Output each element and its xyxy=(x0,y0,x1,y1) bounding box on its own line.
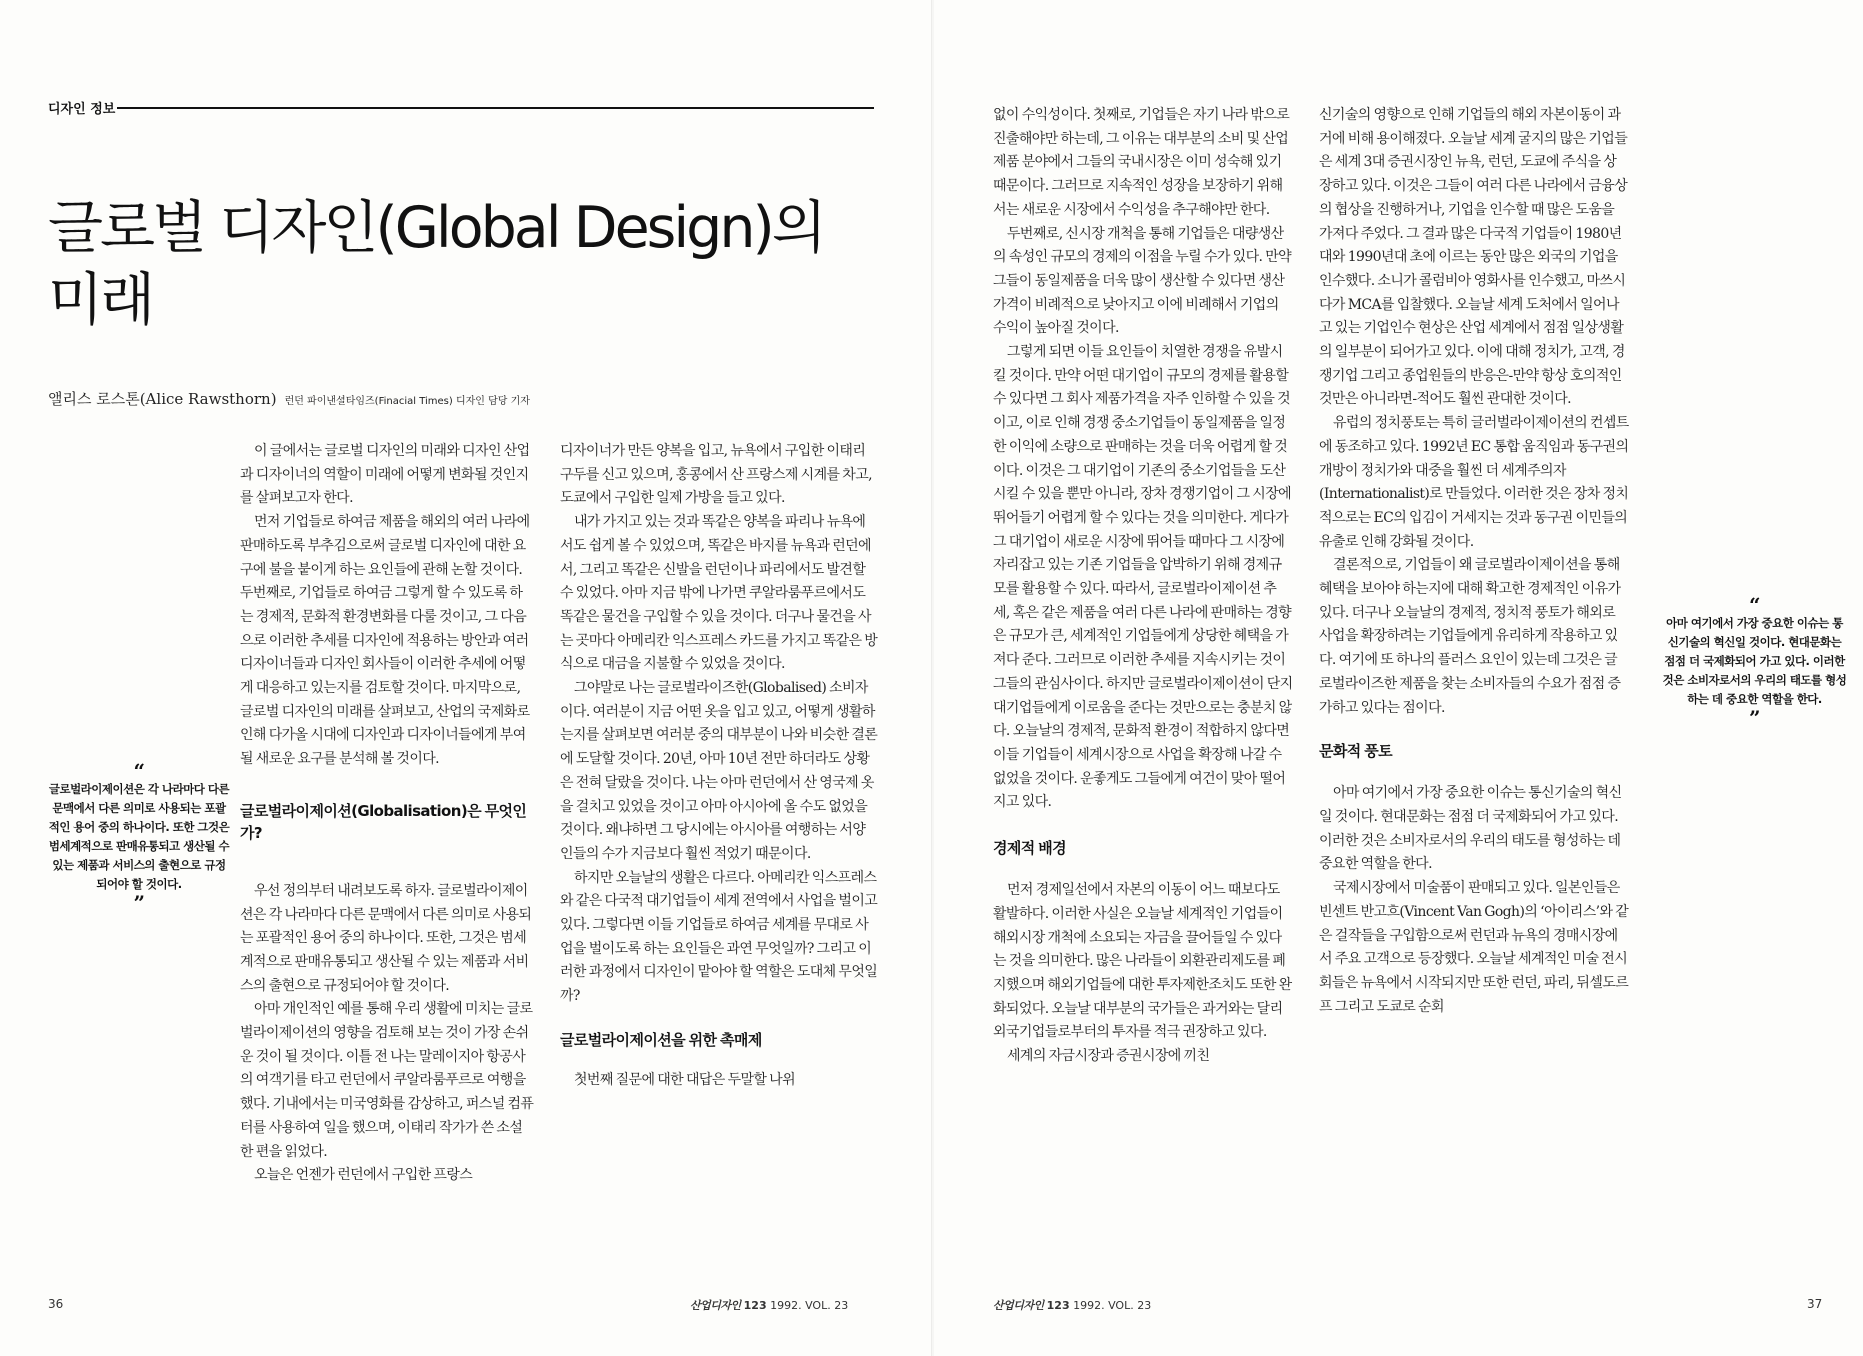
magazine-brand: 산업디자인 xyxy=(690,1299,741,1312)
author-role: 런던 파이낸셜타임즈(Finacial Times) 디자인 담당 기자 xyxy=(284,396,530,407)
paragraph: 결론적으로, 기업들이 왜 글로벌라이제이션을 통해 혜택을 보아야 하는지에 대해 확고한 경제적인 이유가 있다. 더구나 오늘날의 경제적, 정치적 풍토가 해외로 사업을 확장하려는 기업들에게 유리하게 작용하고 있다. 여기에 또 하나의 플러스 요인이 있는데 그것은 글로벌라이즈한 제품을 찾는 소비자들의 수요가 점점 증가하고 있다는 점이다. xyxy=(1319,557,1621,716)
pull-quote-left xyxy=(48,759,230,915)
body-column-2 xyxy=(560,440,878,1093)
magazine-brand: 산업디자인 xyxy=(993,1299,1044,1312)
section-rule xyxy=(117,107,874,109)
footer-left xyxy=(690,1297,848,1313)
footer-right xyxy=(993,1297,1151,1313)
body-column-1 xyxy=(240,440,535,1188)
paragraph: 하지만 오늘날의 생활은 다르다. 아메리칸 익스프레스와 같은 다국적 대기업들이 세계 전역에서 사업을 벌이고 있다. 그렇다면 이들 기업들로 하여금 세계를 무대로 사업을 벌이도록 하는 요인들은 과연 무엇일까? 그리고 이러한 과정에서 디자인이 맡아야 할 역할은 도대체 무엇일까? xyxy=(560,869,878,1005)
paragraph: 우선 정의부터 내려보도록 하자. 글로벌라이제이션은 각 나라마다 다른 문맥에서 다른 의미로 사용되는 포괄적인 용어 중의 하나이다. 또한, 그것은 범세계적으로 판매유통되고 생산될 수 있는 제품과 서비스의 출현으로 규정되어야 할 것이다. xyxy=(240,882,532,994)
paragraph: 없이 수익성이다. 첫째로, 기업들은 자기 나라 밖으로 진출해야만 하는데, 그 이유는 대부분의 소비 및 산업제품 분야에서 그들의 국내시장은 이미 성숙해 있기 때문이다. 그러므로 지속적인 성장을 보장하기 위해서는 새로운 시장에서 수익성을 추구해야만 한다. xyxy=(993,107,1290,218)
article-title xyxy=(48,192,888,336)
byline xyxy=(48,388,530,409)
year-volume: 1992. VOL. 23 xyxy=(770,1299,849,1312)
paragraph: 국제시장에서 미술품이 판매되고 있다. 일본인들은 빈센트 반고흐(Vincent Van Gogh)의 ‘아이리스’와 같은 걸작들을 구입함으로써 런던과 뉴욕의 경매시장에서 주요 고객으로 등장했다. 오늘날 세계적인 미술 전시회들은 뉴욕에서 시작되지만 또한 런던, 파리, 뒤셀도르프 그리고 도쿄로 순회 xyxy=(1319,880,1629,1015)
open-quote-mark: “ xyxy=(133,759,145,783)
subheading: 글로벌라이제이션을 위한 촉매제 xyxy=(560,1030,762,1049)
issue-number: 123 xyxy=(743,1299,767,1312)
title-line-2: 미래 xyxy=(48,267,153,333)
paragraph: 세계의 자금시장과 증권시장에 끼친 xyxy=(1007,1048,1210,1065)
paragraph: 먼저 경제일선에서 자본의 이동이 어느 때보다도 활발하다. 이러한 사실은 오늘날 세계적인 기업들이 해외시장 개척에 소요되는 자금을 끌어들일 수 있다는 것을 의미한다. 많은 나라들이 외환관리제도를 폐지했으며 해외기업들에 대한 투자제한조치도 또한 완화되었다. 오늘날 대부분의 국가들은 과거와는 달리 외국기업들로부터의 투자를 적극 권장하고 있다. xyxy=(993,882,1292,1041)
paragraph: 그야말로 나는 글로벌라이즈한(Globalised) 소비자이다. 여러분이 지금 어떤 옷을 입고 있고, 어떻게 생활하는지를 살펴보면 여러분 중의 대부분이 나와 비슷한 결론에 도달할 것이다. 20년, 아마 10년 전만 하더라도 상황은 전혀 달랐을 것이다. 나는 아마 런던에서 산 영국제 옷을 걸치고 있었을 것이고 아마 아시아에 올 수도 없었을 것이다. 왜냐하면 그 당시에는 아시아를 여행하는 서양인들의 수가 지금보다 훨씬 적었기 때문이다. xyxy=(560,680,878,862)
page-number-right: 37 xyxy=(1807,1297,1823,1311)
close-quote-mark: ” xyxy=(1748,706,1760,730)
paragraph: 첫번째 질문에 대한 대답은 두말할 나위 xyxy=(574,1071,796,1088)
paragraph: 디자이너가 만든 양복을 입고, 뉴욕에서 구입한 이태리 구두를 신고 있으며, 홍콩에서 산 프랑스제 시계를 차고, 도쿄에서 구입한 일제 가방을 들고 있다. xyxy=(560,443,872,507)
subheading: 문화적 풍토 xyxy=(1319,742,1393,761)
paragraph: 이 글에서는 글로벌 디자인의 미래와 디자인 산업과 디자이너의 역할이 미래에 어떻게 변화될 것인지를 살펴보고자 한다. xyxy=(240,443,530,507)
year-volume: 1992. VOL. 23 xyxy=(1073,1299,1152,1312)
right-page xyxy=(934,0,1863,1356)
author-name: 앨리스 로스톤(Alice Rawsthorn) xyxy=(48,390,277,408)
paragraph: 먼저 기업들로 하여금 제품을 해외의 여러 나라에 판매하도록 부추김으로써 글로벌 디자인에 대한 요구에 불을 붙이게 하는 요인들에 관해 논할 것이다. 두번째로, 기업들로 하여금 그렇게 할 수 있도록 하는 경제적, 문화적 환경변화를 다룰 것이고, 그 다음으로 이러한 추세를 디자인에 적용하는 방안과 여러 디자이너들과 디자인 회사들이 이러한 추세에 어떻게 대응하고 있는지를 검토할 것이다. 마지막으로, 글로벌 디자인의 미래를 살펴보고, 산업의 국제화로 인해 다가올 시대에 디자인과 디자이너들에게 부여될 새로운 요구를 분석해 볼 것이다. xyxy=(240,514,530,768)
pull-quote-text: 아마 여기에서 가장 중요한 이슈는 통신기술의 혁신일 것이다. 현대문화는 점점 더 국제화되어 가고 있다. 이러한 것은 소비자로서의 우리의 태도를 형성하는 데 중요한 역할을 한다. xyxy=(1662,616,1847,706)
pull-quote-right xyxy=(1662,593,1847,730)
section-label: 디자인 정보 xyxy=(48,102,116,117)
paragraph: 그렇게 되면 이들 요인들이 치열한 경쟁을 유발시킬 것이다. 만약 어떤 대기업이 규모의 경제를 활용할 수 있다면 그 회사 제품가격을 자주 인하할 수 있을 것이고, 이로 인해 경쟁 중소기업들이 동일제품을 일정한 이익에 소량으로 판매하는 것을 더욱 어렵게 할 것이다. 이것은 그 대기업이 기존의 중소기업들을 도산시킬 수 있을 뿐만 아니라, 장차 경쟁기업이 그 시장에 뛰어들기 어렵게 할 수 있다는 것을 의미한다. 게다가 그 대기업이 새로운 시장에 뛰어들 때마다 그 시장에 자리잡고 있는 기존 기업들을 압박하기 위해 경제규모를 활용할 수 있다. 따라서, 글로벌라이제이션 추세, 혹은 같은 제품을 여러 다른 나라에 판매하는 경향은 규모가 큰, 세계적인 기업들에게 상당한 혜택을 가져다 준다. 그러므로 이러한 추세를 지속시키는 것이 그들의 관심사이다. 하지만 글로벌라이제이션이 단지 대기업들에게 이로움을 준다는 것만으로는 충분치 않다. 오늘날의 경제적, 문화적 환경이 적합하지 않다면 이들 기업들이 세계시장으로 사업을 확장해 나갈 수 없었을 것이다. 운좋게도 그들에게 여건이 맞아 떨어지고 있다. xyxy=(993,344,1293,811)
title-line-1: 글로벌 디자인(Global Design)의 xyxy=(48,195,824,261)
paragraph: 두번째로, 신시장 개척을 통해 기업들은 대량생산의 속성인 규모의 경제의 이점을 누릴 수가 있다. 만약 그들이 동일제품을 더욱 많이 생산할 수 있다면 생산가격이 비례적으로 낮아지고 이에 비례해서 기업의 수익이 높아질 것이다. xyxy=(993,225,1292,337)
body-column-4 xyxy=(1319,104,1629,1019)
paragraph: 내가 가지고 있는 것과 똑같은 양복을 파리나 뉴욕에서도 쉽게 볼 수 있었으며, 똑같은 바지를 뉴욕과 런던에서, 그리고 똑같은 신발을 런던이나 파리에서도 발견할 수 있었다. 아마 지금 밖에 나가면 쿠알라룸푸르에서도 똑같은 물건을 구입할 수 있을 것이다. 더구나 물건을 사는 곳마다 아메리칸 익스프레스 카드를 가지고 똑같은 방식으로 대금을 지불할 수 있었을 것이다. xyxy=(560,514,878,673)
paragraph: 오늘은 언젠가 런던에서 구입한 프랑스 xyxy=(254,1167,473,1184)
pull-quote-text: 글로벌라이제이션은 각 나라마다 다른 문맥에서 다른 의미로 사용되는 포괄적인 용어 중의 하나이다. 또한 그것은 범세계적으로 판매유통되고 생산될 수 있는 제품과 서비스의 출현으로 규정되어야 할 것이다. xyxy=(48,782,230,891)
subheading: 글로벌라이제이션(Globalisation)은 무엇인가? xyxy=(240,801,527,842)
page-number-left: 36 xyxy=(48,1297,64,1311)
body-column-3 xyxy=(993,104,1293,1069)
paragraph: 아마 여기에서 가장 중요한 이슈는 통신기술의 혁신일 것이다. 현대문화는 점점 더 국제화되어 가고 있다. 이러한 것은 소비자로서의 우리의 태도를 형성하는 데 중요한 역할을 한다. xyxy=(1319,785,1622,873)
issue-number: 123 xyxy=(1046,1299,1070,1312)
paragraph: 유럽의 정치풍토는 특히 글러벌라이제이션의 컨셉트에 동조하고 있다. 1992년 EC 통합 움직임과 동구권의 개방이 정치가와 대중을 훨씬 더 세계주의자(Internationalist)로 만들었다. 이러한 것은 장차 정치적으로는 EC의 입김이 거세지는 것과 동구권 이민들의 유출로 인해 강화될 것이다. xyxy=(1319,415,1629,550)
subheading: 경제적 배경 xyxy=(993,839,1067,858)
paragraph: 신기술의 영향으로 인해 기업들의 해외 자본이동이 과거에 비해 용이해졌다. 오늘날 세계 굴지의 많은 기업들은 세계 3대 증권시장인 뉴욕, 런던, 도쿄에 주식을 상장하고 있다. 이것은 그들이 여러 다른 나라에서 금융상의 협상을 진행하거나, 기업을 인수할 때 많은 도움을 가져다 주었다. 그 결과 많은 다국적 기업들이 1980년대와 1990년대 초에 이르는 동안 많은 외국의 기업을 인수했다. 소니가 콜럼비아 영화사를 인수했고, 마쓰시다가 MCA를 입찰했다. 오늘날 세계 도처에서 일어나고 있는 기업인수 현상은 산업 세계에서 점점 일상생활의 일부분이 되어가고 있다. 이에 대해 정치가, 고객, 경쟁기업 그리고 종업원들의 반응은-만약 항상 호의적인 것만은 아니라면-적어도 훨씬 관대한 것이다. xyxy=(1319,107,1628,408)
close-quote-mark: ” xyxy=(133,891,145,915)
paragraph: 아마 개인적인 예를 통해 우리 생활에 미치는 글로벌라이제이션의 영향을 검토해 보는 것이 가장 손쉬운 것이 될 것이다. 이틀 전 나는 말레이지아 항공사의 여객기를 타고 런던에서 쿠알라룸푸르로 여행을 했다. 기내에서는 미국영화를 감상하고, 퍼스널 컴퓨터를 사용하여 일을 했으며, 이태리 작가가 쓴 소설 한 편을 읽었다. xyxy=(240,1001,534,1160)
open-quote-mark: “ xyxy=(1748,593,1760,617)
